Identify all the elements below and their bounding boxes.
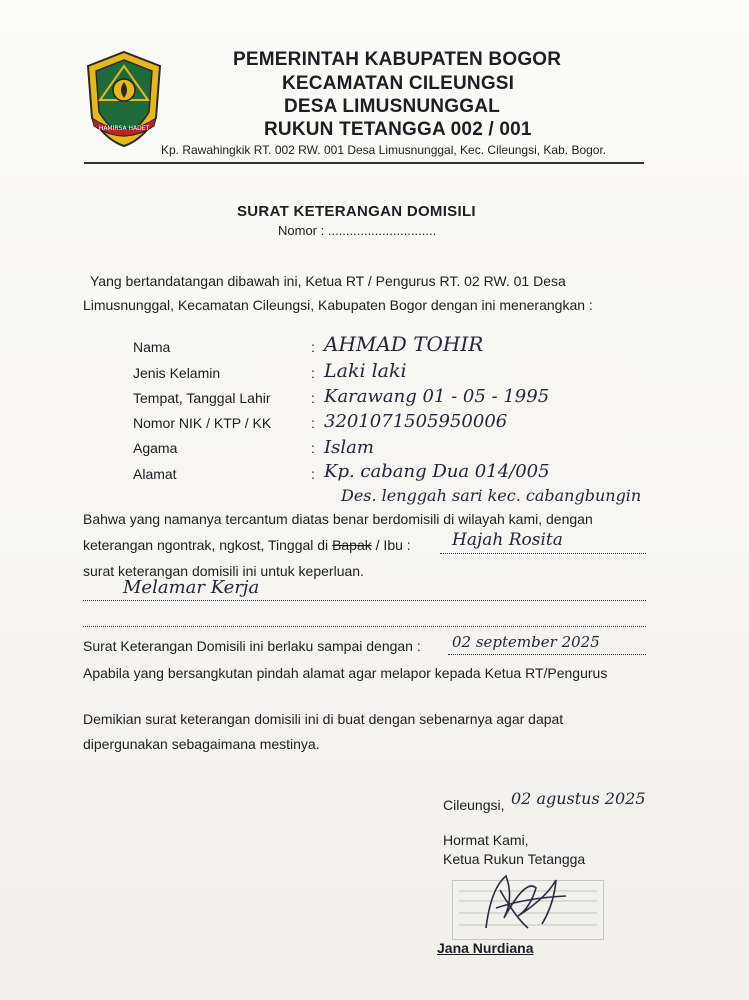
purpose-dotted-line-1: [83, 600, 646, 601]
letterhead-line-4: RUKUN TETANGGA 002 / 001: [264, 119, 532, 140]
validity-text: Surat Keterangan Domisili ini berlaku sampai dengan :: [83, 638, 421, 654]
closing-line-1: Demikian surat keterangan domisili ini di buat dengan sebenarnya agar dapat: [83, 711, 564, 727]
letter-date: 02 agustus 2025: [511, 789, 646, 808]
keterangan-bapak-struck: Bapak: [332, 537, 372, 553]
field-value-nama: AHMAD TOHIR: [324, 332, 484, 356]
field-colon: :: [311, 440, 315, 456]
intro-line-2: Limusnunggal, Kecamatan Cileungsi, Kabupaten Bogor dengan ini menerangkan :: [83, 297, 593, 313]
field-value-agama: Islam: [324, 437, 374, 458]
field-value-ttl: Karawang 01 - 05 - 1995: [324, 386, 550, 407]
field-value-jenis-kelamin: Laki laki: [324, 360, 407, 382]
signer-role: Ketua Rukun Tetangga: [443, 851, 586, 867]
validity-value: 02 september 2025: [452, 633, 600, 651]
letterhead-divider: [84, 162, 644, 164]
letterhead-line-1: PEMERINTAH KABUPATEN BOGOR: [233, 49, 562, 70]
field-label-nik: Nomor NIK / KTP / KK: [133, 415, 272, 431]
document-number: Nomor : ..............................: [278, 223, 437, 238]
field-colon: :: [311, 466, 315, 482]
regards-text: Hormat Kami,: [443, 832, 529, 848]
letterhead-line-2: KECAMATAN CILEUNGSI: [282, 73, 515, 94]
bogor-regency-logo: [84, 48, 164, 148]
signer-name: Jana Nurdiana: [437, 940, 534, 956]
purpose-value: Melamar Kerja: [123, 577, 260, 598]
place-label: Cileungsi,: [443, 797, 505, 813]
letterhead-line-3: DESA LIMUSNUNGGAL: [284, 96, 500, 117]
logo-motto: HAMIRSA HADET: [98, 125, 150, 132]
field-label-jenis-kelamin: Jenis Kelamin: [133, 365, 221, 381]
purpose-dotted-line-2: [83, 626, 646, 627]
keterangan-dotted-line: [440, 553, 646, 554]
field-colon: :: [311, 339, 315, 355]
purpose-text: surat keterangan domisili ini untuk keperluan.: [83, 563, 364, 579]
field-label-agama: Agama: [133, 440, 178, 456]
field-colon: :: [311, 390, 315, 406]
field-value-alamat-line-2: Des. lenggah sari kec. cabangbungin: [341, 486, 642, 505]
field-value-nik: 3201071505950006: [324, 411, 508, 432]
validity-dotted-line: [448, 654, 646, 655]
letterhead-address: Kp. Rawahingkik RT. 002 RW. 001 Desa Limusnunggal, Kec. Cileungsi, Kab. Bogor.: [161, 143, 607, 157]
field-label-ttl: Tempat, Tanggal Lahir: [133, 390, 271, 406]
keterangan-ibu-label: / Ibu :: [375, 537, 411, 553]
domicile-statement: Bahwa yang namanya tercantum diatas benar berdomisili di wilayah kami, dengan: [83, 511, 593, 527]
field-colon: :: [311, 415, 315, 431]
field-label-alamat: Alamat: [133, 466, 177, 482]
keterangan-prefix: [83, 537, 411, 553]
closing-line-2: dipergunakan sebagaimana mestinya.: [83, 736, 320, 752]
field-colon: :: [311, 365, 315, 381]
document-title: SURAT KETERANGAN DOMISILI: [237, 203, 476, 220]
intro-line-1: Yang bertandatangan dibawah ini, Ketua RT / Pengurus RT. 02 RW. 01 Desa: [90, 273, 566, 289]
signature: [466, 868, 576, 938]
field-value-alamat: Kp. cabang Dua 014/005: [324, 461, 550, 482]
keterangan-prefix-text: keterangan ngontrak, ngkost, Tinggal di: [83, 537, 329, 553]
field-label-nama: Nama: [133, 339, 171, 355]
keterangan-value: Hajah Rosita: [452, 530, 563, 550]
report-text: Apabila yang bersangkutan pindah alamat agar melapor kepada Ketua RT/Pengurus: [83, 665, 608, 681]
